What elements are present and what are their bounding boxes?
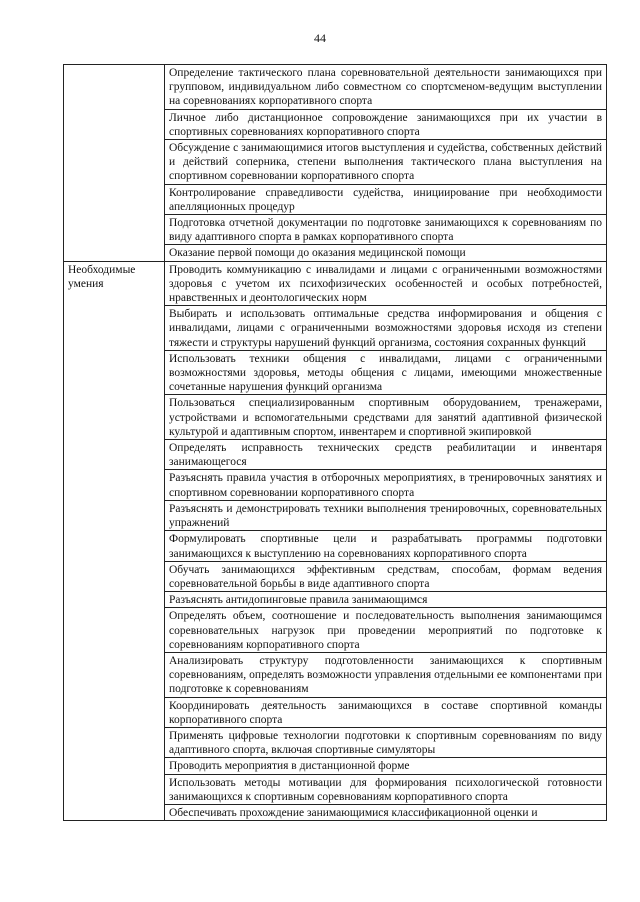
empty-label-cell — [64, 65, 165, 262]
labor-action-cell: Определение тактического плана соревновательной деятельности занимающихся при групповом, индивидуальном либо совместном со спортсменом-ведущим выступлении на соревнованиях корпоративного спорта — [165, 65, 607, 110]
section-label-skills: Необходимые умения — [64, 261, 165, 821]
skill-cell: Координировать деятельность занимающихся в составе спортивной команды корпоративного спорта — [165, 697, 607, 727]
skill-cell: Разъяснять правила участия в отборочных мероприятиях, в тренировочных занятиях и спортивном соревновании корпоративного спорта — [165, 470, 607, 500]
skill-cell: Использовать техники общения с инвалидами, лицами с ограниченными возможностями здоровья, методы общения с лицами, имеющими множественные сочетанные нарушения функций организма — [165, 350, 607, 395]
skill-cell: Выбирать и использовать оптимальные средства информирования и общения с инвалидами, лицами с ограниченными возможностями здоровья исходя из степени тяжести и структуры нарушений функций организма, состояния сохранных функций — [165, 306, 607, 351]
skill-cell: Определять исправность технических средств реабилитации и инвентаря занимающегося — [165, 440, 607, 470]
skill-cell: Обучать занимающихся эффективным средствам, способам, формам ведения соревновательной борьбы в виде адаптивного спорта — [165, 561, 607, 591]
labor-action-cell: Обсуждение с занимающимися итогов выступления и судейства, собственных действий и действий соперника, степени выполнения тактического плана выступления на спортивном соревновании корпоративного спорта — [165, 140, 607, 185]
skill-cell: Пользоваться специализированным спортивным оборудованием, тренажерами, устройствами и вспомогательными средствами для занятий адаптивной физической культурой и адаптивным спортом, инвентарем и спортивной экипировкой — [165, 395, 607, 440]
page-number: 44 — [314, 31, 326, 45]
skill-cell: Обеспечивать прохождение занимающимися классификационной оценки и — [165, 804, 607, 820]
labor-action-cell: Подготовка отчетной документации по подготовке занимающихся к соревнованиям по виду адаптивного спорта в рамках корпоративного спорта — [165, 215, 607, 245]
skill-cell: Формулировать спортивные цели и разрабатывать программы подготовки занимающихся к выступлению на соревнованиях корпоративного спорта — [165, 531, 607, 561]
competency-table — [63, 64, 607, 821]
table-row — [64, 261, 607, 306]
skill-cell: Анализировать структуру подготовленности занимающихся к спортивным соревнованиям, определять возможности управления отдельными ее компонентами при подготовке к соревнованиям — [165, 652, 607, 697]
labor-action-cell: Личное либо дистанционное сопровождение занимающихся при их участии в спортивных соревнованиях корпоративного спорта — [165, 109, 607, 139]
skill-cell: Использовать методы мотивации для формирования психологической готовности занимающихся к спортивным соревнованиям корпоративного спорта — [165, 774, 607, 804]
skill-cell: Проводить мероприятия в дистанционной форме — [165, 758, 607, 774]
table-body — [64, 65, 607, 821]
labor-action-cell: Оказание первой помощи до оказания медицинской помощи — [165, 245, 607, 261]
skill-cell: Определять объем, соотношение и последовательность выполнения занимающимся соревновательных нагрузок при проведении мероприятий по подготовке к соревнованиям корпоративного спорта — [165, 608, 607, 653]
skill-cell: Разъяснять антидопинговые правила занимающимся — [165, 592, 607, 608]
skill-cell: Разъяснять и демонстрировать техники выполнения тренировочных, соревновательных упражнений — [165, 500, 607, 530]
labor-action-cell: Контролирование справедливости судейства, инициирование при необходимости апелляционных процедур — [165, 184, 607, 214]
skill-cell: Применять цифровые технологии подготовки к спортивным соревнованиям по виду адаптивного спорта, включая спортивные симуляторы — [165, 727, 607, 757]
skill-cell: Проводить коммуникацию с инвалидами и лицами с ограниченными возможностями здоровья с учетом их психофизических особенностей и особых потребностей, нравственных и деонтологических норм — [165, 261, 607, 306]
table-row — [64, 65, 607, 110]
